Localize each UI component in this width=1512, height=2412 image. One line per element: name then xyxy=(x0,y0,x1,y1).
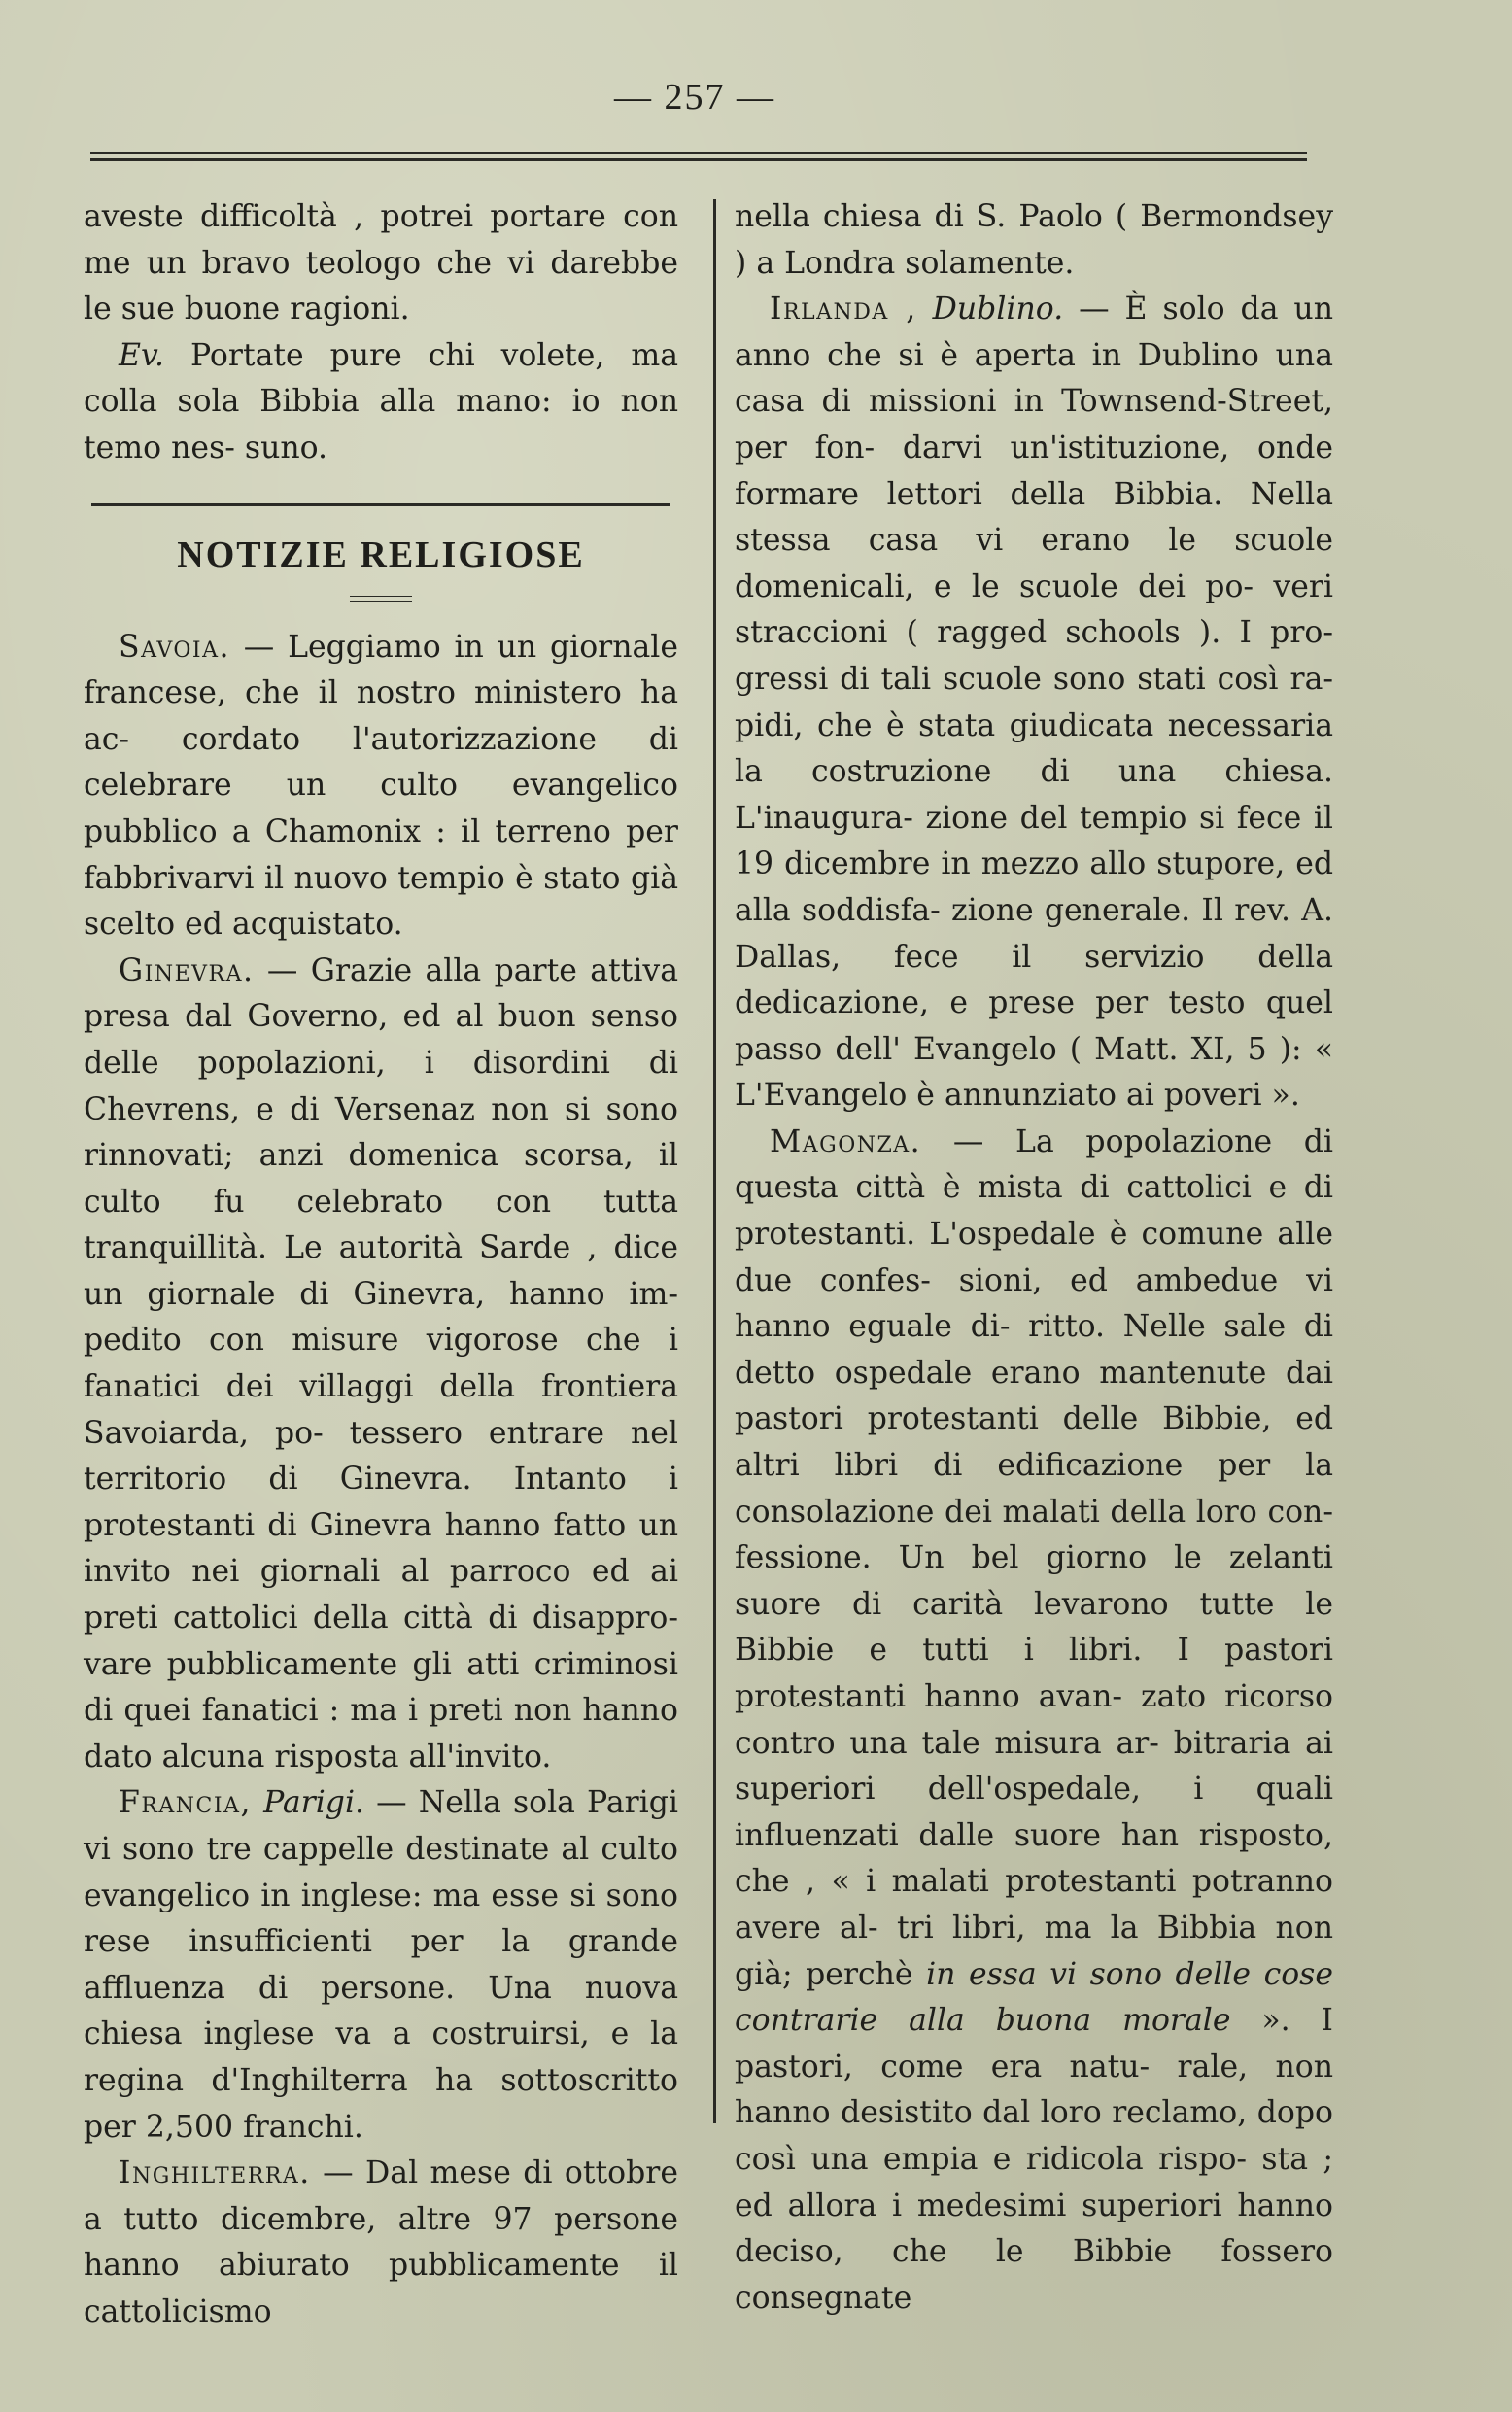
text-line: la consolazione dei malati della loro con- xyxy=(735,1448,1333,1530)
news-heading: Savoia. xyxy=(119,629,230,665)
text-line: ». I pastori, come era natu- xyxy=(735,2003,1333,2085)
text-line: di missioni in Townsend-Street, per fon- xyxy=(735,384,1334,465)
header-rule xyxy=(90,152,1307,161)
text-line: — Dal mese di ottobre a xyxy=(84,2155,678,2237)
text-line: francese, che il nostro ministero ha ac- xyxy=(84,675,678,757)
paragraph-ev xyxy=(84,333,678,472)
text-line: di carità levarono tutte le Bibbie e tutti xyxy=(735,1586,1333,1669)
paragraph-savoia xyxy=(84,625,678,948)
text-line: tri libri, ma la Bibbia non già; perchè xyxy=(735,1910,1334,1992)
text-line: sta ; ed allora i medesimi superiori hanno xyxy=(735,2141,1333,2223)
text-line: presa dal Governo, ed al buon senso delle xyxy=(84,999,678,1081)
text-line: — Nella sola Parigi xyxy=(364,1785,678,1821)
text-line: — La popolazione di questa xyxy=(735,1123,1333,1206)
italic-quote: buona morale xyxy=(995,2003,1231,2039)
text-line: gressi di tali scuole sono stati così ra- xyxy=(735,661,1333,697)
text-line: a costruirsi, e la regina d'Inghilterra ha xyxy=(84,2016,678,2098)
text-line: mantenute dai pastori protestanti delle xyxy=(735,1355,1333,1437)
paragraph-irlanda xyxy=(735,287,1333,1120)
text-line: dopo così una empia e ridicola rispo- xyxy=(735,2095,1334,2177)
text-line: di Versenaz non si sono rinnovati; anzi xyxy=(84,1091,679,1174)
text-line: servizio della dedicazione, e prese per xyxy=(735,939,1334,1021)
text-line: alcuna risposta all'invito. xyxy=(161,1739,552,1775)
text-line: vi sono tre cappelle destinate al culto xyxy=(84,1832,678,1867)
italic-quote: in essa vi sono delle cose contrarie alla xyxy=(735,1956,1333,2039)
text-line: fessione. Un bel giorno le zelanti suore xyxy=(735,1540,1333,1622)
news-heading: Magonza. xyxy=(770,1123,922,1159)
text-line: ai preti cattolici della città di disappro- xyxy=(84,1554,678,1637)
text-line: di persone. Una nuova chiesa inglese va xyxy=(84,1970,679,2052)
text-line: culto evangelico pubblico a Chamonix : xyxy=(84,768,678,849)
news-heading: Inghilterra. xyxy=(119,2155,311,2191)
text-line: della Bibbia. Nella stessa casa vi erano xyxy=(735,476,1333,559)
text-line: bitraria ai superiori dell'ospedale, i quali xyxy=(735,1725,1334,1808)
text-line: tessero entrare nel territorio di Ginevra. xyxy=(84,1415,678,1498)
text-line: il terreno per fabbrivarvi il nuovo tempio xyxy=(84,813,678,896)
text-line: in mezzo allo stupore, ed alla soddisfa- xyxy=(735,846,1334,928)
text-line: deciso, che le Bibbie fossero consegnate xyxy=(735,2234,1333,2316)
column-divider xyxy=(713,199,716,2123)
text-line: popolazioni, i disordini di Chevrens, e xyxy=(84,1045,678,1127)
news-heading: Irlanda , xyxy=(770,292,917,327)
text-line: evangelico in inglese: ma esse si sono xyxy=(84,1878,678,1913)
text-line: fatto un invito nei giornali al parroco ed xyxy=(84,1507,679,1590)
title-underline xyxy=(350,596,412,602)
text-line: i libri. I pastori protestanti hanno avan- xyxy=(735,1633,1333,1714)
text-line: pedito con misure vigorose che i fanatici xyxy=(84,1323,678,1405)
text-line: vare pubblicamente gli atti criminosi di xyxy=(84,1646,678,1729)
text-line: quei fanatici : ma i preti non hanno dato xyxy=(84,1693,679,1775)
paragraph-continuation xyxy=(84,194,678,333)
text-line: è stato già scelto ed acquistato. xyxy=(84,860,679,943)
text-line: zione generale. Il rev. A. Dallas, fece il xyxy=(735,892,1333,975)
text-line: sola Bibbia alla mano: io non temo nes- xyxy=(84,384,678,465)
section-rule xyxy=(91,503,670,506)
paragraph-magonza xyxy=(735,1120,1333,2322)
section-title: NOTIZIE RELIGIOSE xyxy=(177,534,585,575)
news-heading: Francia, xyxy=(119,1785,252,1821)
text-line: a Londra solamente. xyxy=(756,245,1075,281)
paragraph-inghilterra xyxy=(84,2151,678,2335)
speaker-label: Ev. xyxy=(119,337,165,373)
text-line: — È solo da un xyxy=(1063,292,1333,327)
text-line: le scuole domenicali, e le scuole dei po- xyxy=(735,523,1333,604)
text-line: L'ospedale è comune alle due confes- xyxy=(735,1217,1333,1298)
paragraph-francia xyxy=(84,1780,678,2151)
text-line: cordato l'autorizzazione di celebrare un xyxy=(84,721,679,804)
right-column xyxy=(735,194,1333,2322)
text-line: rale, non hanno desistito dal loro reclamo, xyxy=(735,2049,1334,2131)
text-line: dei villaggi della frontiera Savoiarda, po- xyxy=(84,1369,678,1451)
text-line: — Grazie alla parte attiva xyxy=(254,952,678,988)
text-line: domenica scorsa, il culto fu celebrato con xyxy=(84,1138,678,1220)
text-line: pidi, che è stata giudicata necessaria la xyxy=(735,707,1333,790)
text-line: veri straccioni ( ragged schools ). I pro- xyxy=(735,569,1333,651)
text-line: Intanto i protestanti di Ginevra hanno xyxy=(84,1462,678,1543)
text-line: rese insufficienti per la grande affluenza xyxy=(84,1924,678,2006)
text-line: Bibbie, ed altri libri di edificazione per xyxy=(735,1401,1333,1484)
text-line: « i malati protestanti potranno avere al- xyxy=(735,1864,1333,1946)
news-place: Parigi. xyxy=(251,1785,365,1821)
text-line: un bravo teologo che vi darebbe le sue xyxy=(84,245,679,327)
text-line: poveri ». xyxy=(1163,1078,1300,1114)
text-line: zione del tempio si fece il 19 dicembre xyxy=(735,800,1333,882)
text-line: suno. xyxy=(244,430,328,465)
text-line: ritto. Nelle sale di detto ospedale erano xyxy=(735,1309,1334,1391)
page-number: — 257 — xyxy=(614,77,775,118)
text-line: testo quel passo dell' Evangelo ( Matt. xyxy=(735,985,1333,1067)
text-line: — Leggiamo in un giornale xyxy=(230,629,678,665)
paragraph-ginevra xyxy=(84,948,678,1781)
text-line: nella chiesa di S. Paolo ( Bermondsey ) xyxy=(735,199,1333,281)
text-line: costruzione di una chiesa. L'inaugura- xyxy=(735,754,1334,836)
text-line: sottoscritto per 2,500 franchi. xyxy=(84,2062,678,2145)
text-line: zato ricorso contro una tale misura ar- xyxy=(735,1679,1333,1761)
paragraph-continuation xyxy=(735,194,1333,287)
text-line: dice un giornale di Ginevra, hanno im- xyxy=(84,1230,679,1312)
left-column xyxy=(84,194,678,2336)
text-line: darvi un'istituzione, onde formare lettori xyxy=(735,430,1334,512)
text-line: anno che si è aperta in Dublino una casa xyxy=(735,337,1333,420)
text-line: buone ragioni. xyxy=(184,292,410,327)
text-line: Portate pure chi volete, ma colla xyxy=(84,337,678,420)
news-heading: Ginevra. xyxy=(119,952,255,988)
news-place: Dublino. xyxy=(916,292,1064,327)
text-line: tutto dicembre, altre 97 persone hanno xyxy=(84,2201,679,2284)
text-line: influenzati dalle suore han risposto, che , xyxy=(735,1817,1333,1900)
text-line: aveste difficoltà , potrei portare con me xyxy=(84,199,678,281)
text-line: sioni, ed ambedue vi hanno eguale di- xyxy=(735,1262,1334,1345)
text-line: abiurato pubblicamente il cattolicismo xyxy=(84,2248,678,2329)
text-line: XI, 5 ): « L'Evangelo è annunziato ai xyxy=(735,1031,1334,1114)
text-line: tutta tranquillità. Le autorità Sarde , xyxy=(84,1184,678,1266)
text-line: città è mista di cattolici e di protestanti. xyxy=(735,1170,1333,1253)
